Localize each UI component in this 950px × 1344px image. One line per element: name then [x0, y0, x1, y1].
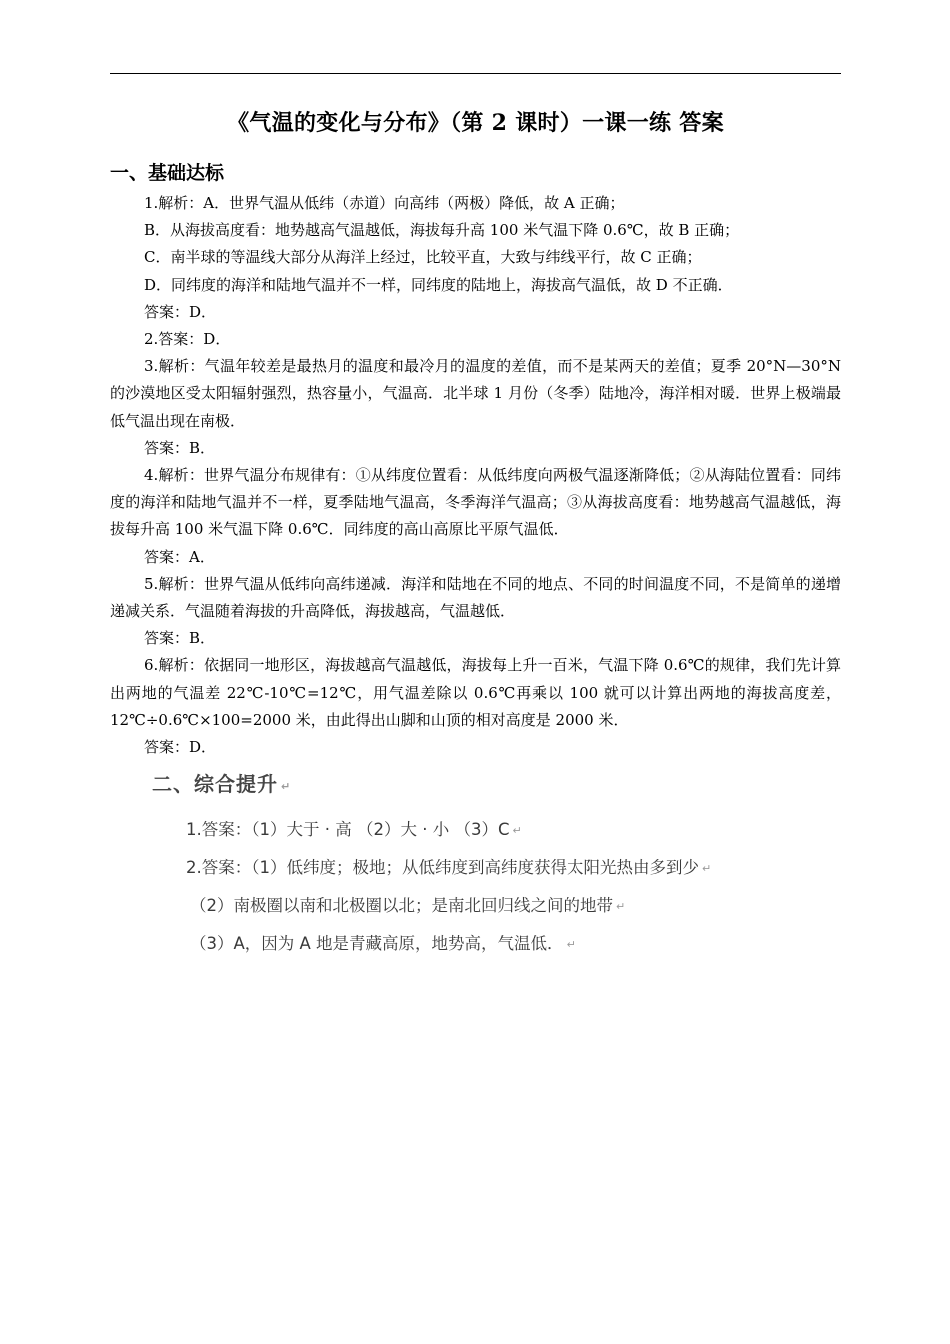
paragraph-mark-icon: ↵ [616, 900, 626, 913]
section-body-advanced [150, 768, 840, 963]
paragraph-mark-icon: ↵ [512, 824, 522, 837]
section-heading-advanced: 二、综合提升 ↵ [152, 772, 292, 796]
answer-paragraph: 5.解析：世界气温从低纬向高纬递减．海洋和陆地在不同的地点、不同的时间温度不同，不是简单的递增递减关系．气温随着海拔的升高降低，海拔越高，气温越低． [110, 574, 841, 621]
answer-paragraph: D．同纬度的海洋和陆地气温并不一样，同纬度的陆地上，海拔高气温低，故 D 不正确． [144, 275, 733, 294]
answer-line: （2）南极圈以南和北极圈以北；是南北回归线之间的地带 ↵ [190, 896, 626, 915]
section-body-basic [110, 190, 841, 761]
answer-line: 答案：B． [144, 438, 216, 457]
document-title: 《气温的变化与分布》（第 2 课时）一课一练 答案 [227, 110, 724, 136]
answer-line: 答案：B． [144, 629, 216, 648]
paragraph-mark-icon: ↵ [702, 862, 712, 875]
answer-paragraph: 1.解析：A．世界气温从低纬（赤道）向高纬（两极）降低，故 A 正确； [144, 194, 625, 212]
paragraph-mark-icon: ↵ [281, 780, 292, 793]
answer-paragraph: B．从海拔高度看：地势越高气温越低，海拔每升高 100 米气温下降 0.6℃，故 B 正确； [144, 221, 740, 240]
answer-paragraph: 4.解析：世界气温分布规律有：①从纬度位置看：从低纬度向两极气温逐渐降低；②从海陆位置看：同纬度的海洋和陆地气温并不一样，夏季陆地气温高，冬季海洋气温高；③从海拔高度看：地势越高气温越低，海拔每升高 100 米气温下降 0.6℃．同纬度的高山高原比平原气温低． [110, 466, 841, 539]
paragraph-mark-icon: ↵ [566, 938, 576, 951]
section-heading-basic: 一、基础达标 [110, 162, 225, 184]
answer-line: 答案：A． [144, 547, 215, 566]
answer-paragraph: 3.解析：气温年较差是最热月的温度和最冷月的温度的差值，而不是某两天的差值；夏季 20°N—30°N 的沙漠地区受太阳辐射强烈，热容量小，气温高．北半球 1 月份（冬季）陆地冷，海洋相对暖．世界上极端最低气温出现在南极． [110, 357, 841, 430]
answer-line: 2.答案：（1）低纬度；极地；从低纬度到高纬度获得太阳光热由多到少 ↵ [186, 858, 712, 877]
answer-line: 答案：D． [144, 302, 217, 321]
answer-line: 1.答案：（1）大于 · 高 （2）大 · 小 （3）C ↵ [186, 820, 522, 839]
answer-line: 答案：D． [144, 738, 217, 757]
answer-line: （3）A，因为 A 地是青藏高原，地势高，气温低． ↵ [190, 934, 576, 953]
answer-line: 2.答案：D． [144, 330, 231, 349]
header-rule [110, 73, 841, 74]
answer-paragraph: 6.解析：依据同一地形区，海拔越高气温越低，海拔每上升一百米，气温下降 0.6℃的规律，我们先计算出两地的气温差 22℃-10℃=12℃，用气温差除以 0.6℃再乘以 100 就可以计算出两地的海拔高度差，12℃÷0.6℃×100=2000 米，由此得出山脚和山顶的相对高度是 2000 米． [110, 656, 841, 729]
answer-paragraph: C．南半球的等温线大部分从海洋上经过，比较平直，大致与纬线平行，故 C 正确； [144, 248, 702, 267]
